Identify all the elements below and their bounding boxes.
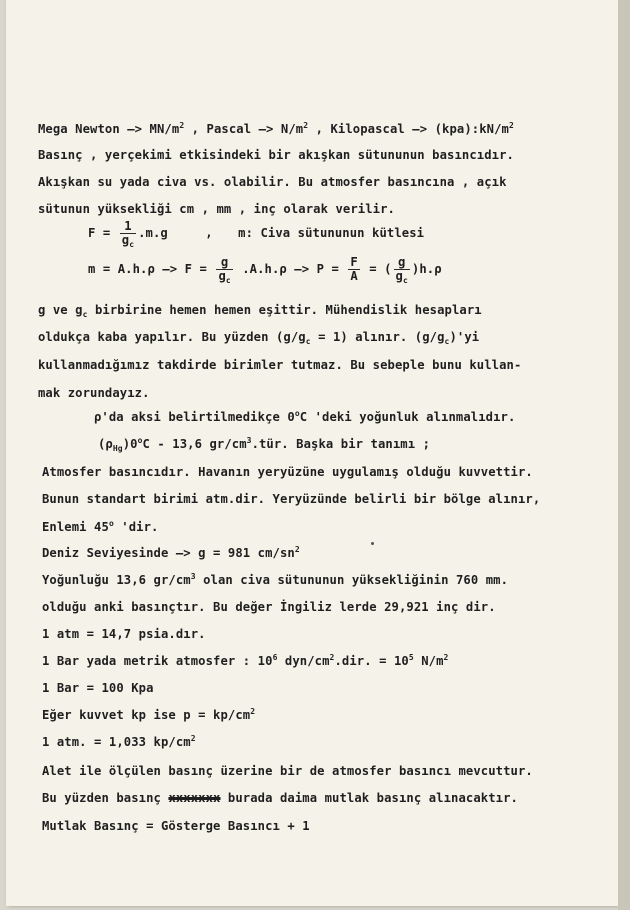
text: g (218, 269, 226, 283)
denominator: A (350, 269, 358, 283)
text-line (42, 708, 255, 722)
superscript: o (137, 436, 143, 445)
text-line: Mutlak Basınç = Gösterge Basıncı + 1 (42, 819, 310, 833)
text-line: Alet ile ölçülen basınç üzerine bir de atmosfer basıncı mevcuttur. (42, 764, 533, 778)
text-line (42, 654, 448, 668)
text-line (42, 791, 518, 805)
subscript: c (444, 337, 450, 346)
superscript: 3 (190, 572, 196, 581)
subscript: c (225, 276, 231, 285)
text: 1 atm. = 1,033 kp/cm (42, 735, 191, 749)
text-line (38, 330, 479, 344)
numerator: g (220, 255, 229, 269)
text: (kpa):kN/m (427, 122, 509, 136)
superscript: 2 (329, 653, 335, 662)
text: 1 Bar yada metrik atmosfer : 10 (42, 654, 273, 668)
superscript: 2 (179, 121, 185, 130)
struck-out-text: xxxxxxx (168, 791, 221, 805)
text: , Pascal (184, 122, 259, 136)
text-line: kullanmadığımız takdirde birimler tutmaz. Bu sebeple bunu kullan- (38, 358, 522, 372)
text: = 1) alınır. (g/g (310, 330, 445, 344)
text: .dir. = 10 (334, 654, 409, 668)
formula-pressure (88, 256, 442, 283)
arrow: —> (412, 122, 428, 136)
text: , (205, 226, 213, 240)
arrow: —> (127, 122, 143, 136)
text: )'yi (449, 330, 480, 344)
text-line-units (38, 122, 514, 136)
numerator: 1 (124, 219, 132, 233)
text: oldukça kaba yapılır. Bu yüzden (g/g (38, 330, 306, 344)
superscript: 2 (190, 734, 196, 743)
text-line: mak zorundayız. (38, 386, 150, 400)
text-line: 1 Bar = 100 Kpa (42, 681, 154, 695)
text: C 'deki yoğunluk alınmalıdır. (299, 410, 516, 424)
text-line: sütunun yüksekliği cm , mm , inç olarak verilir. (38, 202, 395, 216)
text: Deniz Seviyesinde —> g = 981 cm/sn (42, 546, 295, 560)
superscript: 2 (508, 121, 514, 130)
formula-force (88, 220, 424, 247)
text-line: Basınç , yerçekimi etkisindeki bir akışkan sütununun basıncıdır. (38, 148, 514, 162)
superscript: 3 (246, 436, 252, 445)
text: ρ'da aksi belirtilmedikçe 0 (94, 410, 295, 424)
text-line (38, 303, 482, 317)
fraction (120, 220, 136, 247)
denominator (120, 233, 136, 247)
text: burada daima mutlak basınç alınacaktır. (220, 791, 518, 805)
superscript: 5 (408, 653, 414, 662)
page-edge (618, 0, 630, 910)
text: Yoğunluğu 13,6 gr/cm (42, 573, 191, 587)
denominator (394, 269, 410, 283)
text-line (42, 735, 196, 749)
text: Eğer kuvvet kp ise p = kp/cm (42, 708, 251, 722)
text-line (42, 546, 300, 560)
text: Bu yüzden basınç (42, 791, 169, 805)
superscript: 2 (443, 653, 449, 662)
superscript: o (294, 409, 300, 418)
subscript: Hg (112, 444, 123, 453)
text: g (121, 233, 130, 247)
text: g ve g (38, 303, 83, 317)
text-line (94, 410, 515, 424)
text-line: Atmosfer basıncıdır. Havanın yeryüzüne uygulamış olduğu kuvvettir. (42, 465, 533, 479)
text: C - 13,6 gr/cm (142, 437, 247, 451)
fraction (348, 256, 359, 283)
text: .tür. Başka bir tanımı ; (251, 437, 431, 451)
text: g (395, 269, 403, 283)
text: N/m (413, 654, 444, 668)
text-line (98, 437, 430, 451)
superscript: 2 (250, 707, 256, 716)
text: birbirine hemen hemen eşittir. Mühendislik hesapları (87, 303, 482, 317)
text: )h.ρ (411, 262, 442, 276)
text-line (42, 520, 158, 534)
text: N/m (273, 122, 304, 136)
subscript: c (82, 310, 88, 319)
text: Enlemi 45 (42, 520, 109, 534)
text: olan civa sütununun yüksekliğinin 760 mm. (195, 573, 509, 587)
text: m = A.h.ρ —> F = (88, 262, 207, 276)
text: .A.h.ρ —> P = (242, 262, 339, 276)
numerator: F (350, 255, 358, 269)
numerator: g (398, 255, 406, 269)
text-line: Akışkan su yada civa vs. olabilir. Bu atmosfer basıncına , açık (38, 175, 507, 189)
text-line: Bunun standart birimi atm.dir. Yeryüzünde belirli bir bölge alınır, (42, 492, 541, 506)
text: 'dir. (113, 520, 159, 534)
text: = ( (369, 262, 392, 276)
subscript: c (402, 276, 408, 285)
text-line: 1 atm = 14,7 psia.dır. (42, 627, 206, 641)
text: .m.g (138, 226, 168, 240)
text: F = (88, 226, 111, 240)
arrow: —> (258, 122, 274, 136)
subscript: c (305, 337, 311, 346)
superscript: 2 (294, 545, 300, 554)
superscript: 2 (303, 121, 309, 130)
superscript: 6 (272, 653, 278, 662)
superscript: o (108, 519, 114, 528)
text: (ρ (98, 437, 113, 451)
text: )0 (122, 437, 138, 451)
text-line (42, 573, 508, 587)
text: m: Civa sütununun kütlesi (238, 226, 425, 240)
fraction (394, 256, 410, 283)
fraction (216, 256, 232, 283)
ink-speck (371, 542, 374, 545)
text: , Kilopascal (308, 122, 413, 136)
text: MN/m (142, 122, 180, 136)
text: Mega Newton (38, 122, 128, 136)
text: dyn/cm (277, 654, 330, 668)
text-line: olduğu anki basınçtır. Bu değer İngiliz lerde 29,921 inç dir. (42, 600, 496, 614)
denominator (216, 269, 232, 283)
subscript: c (129, 240, 135, 249)
